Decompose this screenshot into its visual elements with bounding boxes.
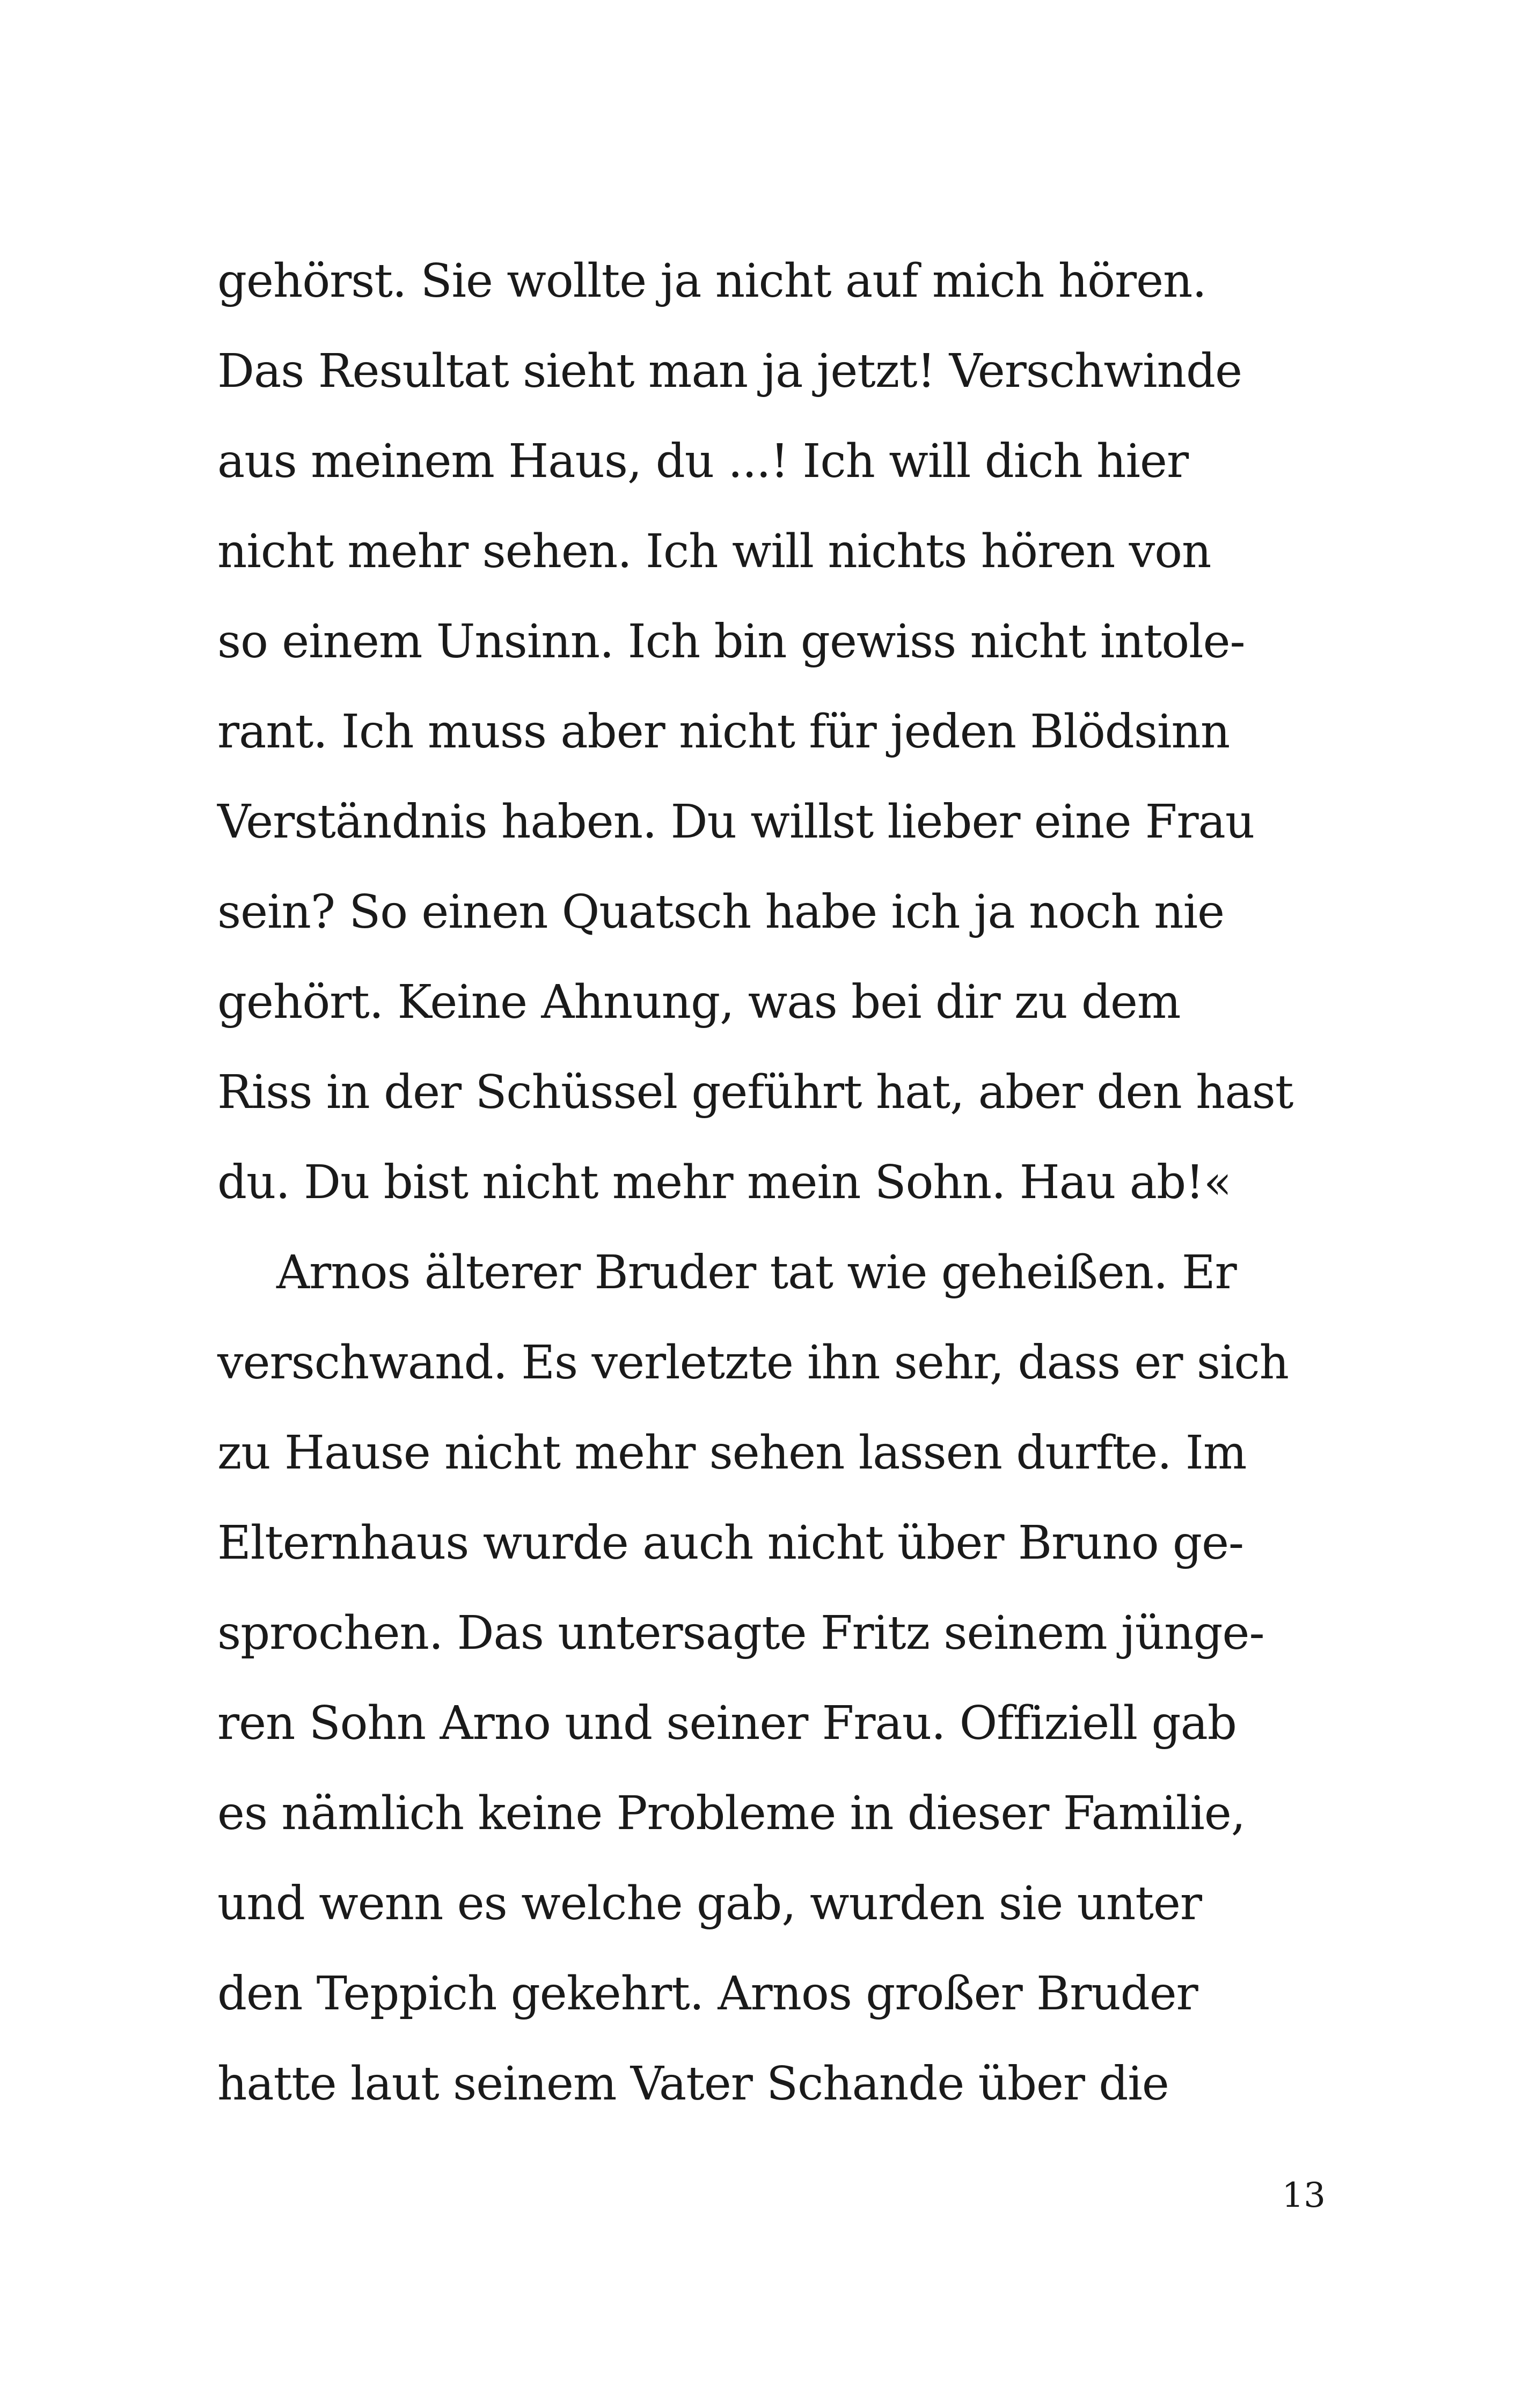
text-line-18: es nämlich keine Probleme in dieser Familie, — [217, 1787, 1246, 1840]
text-line-21: hatte laut seinem Vater Schande über die — [217, 2057, 1169, 2111]
text-line-11: du. Du bist nicht mehr mein Sohn. Hau ab!« — [217, 1156, 1232, 1209]
text-line-19: und wenn es welche gab, wurden sie unter — [217, 1877, 1202, 1930]
text-line-8: sein? So einen Quatsch habe ich ja noch nie — [217, 885, 1225, 939]
text-line-1: gehörst. Sie wollte ja nicht auf mich hören. — [217, 254, 1206, 308]
text-line-5: so einem Unsinn. Ich bin gewiss nicht intole- — [217, 615, 1245, 669]
text-line-16: sprochen. Das untersagte Fritz seinem jünge- — [217, 1606, 1264, 1660]
text-line-17: ren Sohn Arno und seiner Frau. Offiziell gab — [217, 1697, 1236, 1750]
text-line-9: gehört. Keine Ahnung, was bei dir zu dem — [217, 975, 1181, 1029]
text-line-10: Riss in der Schüssel geführt hat, aber den hast — [217, 1066, 1293, 1119]
text-line-14: zu Hause nicht mehr sehen lassen durfte. Im — [217, 1426, 1247, 1480]
text-line-2: Das Resultat sieht man ja jetzt! Verschwinde — [217, 344, 1242, 398]
text-line-7: Verständnis haben. Du willst lieber eine Frau — [217, 795, 1255, 849]
text-line-15: Elternhaus wurde auch nicht über Bruno ge- — [217, 1516, 1244, 1570]
text-line-6: rant. Ich muss aber nicht für jeden Blödsinn — [217, 705, 1230, 759]
text-line-4: nicht mehr sehen. Ich will nichts hören von — [217, 525, 1211, 578]
text-line-13: verschwand. Es verletzte ihn sehr, dass er sich — [217, 1336, 1289, 1390]
text-line-20: den Teppich gekehrt. Arnos großer Bruder — [217, 1967, 1198, 2021]
page-number: 13 — [1282, 2176, 1326, 2215]
text-line-12: Arnos älterer Bruder tat wie geheißen. Er — [276, 1246, 1236, 1300]
text-line-3: aus meinem Haus, du ...! Ich will dich hier — [217, 435, 1189, 488]
